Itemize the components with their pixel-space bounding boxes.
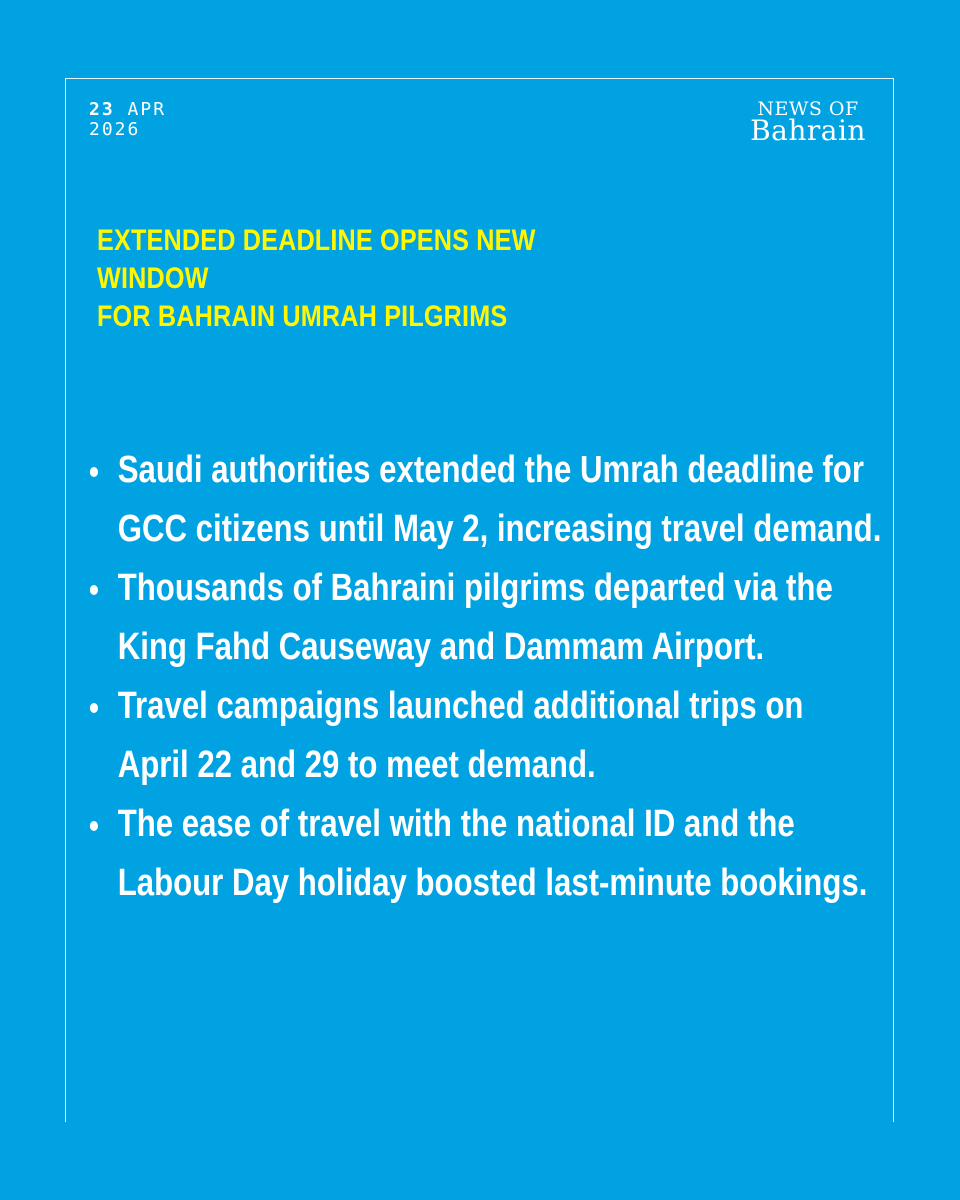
bullet-dot-icon (90, 821, 98, 831)
bullet-dot-icon (90, 585, 98, 595)
bullet-line: Labour Day holiday boosted last-minute bookings. (117, 862, 868, 904)
bullet-dot-icon (90, 703, 98, 713)
date-month: APR (127, 99, 167, 120)
headline-line-2: FOR BAHRAIN UMRAH PILGRIMS (97, 300, 508, 333)
bullet-line: April 22 and 29 to meet demand. (117, 744, 596, 786)
bullet-line: The ease of travel with the national ID and the (117, 803, 795, 845)
bullet-line: GCC citizens until May 2, increasing travel demand. (117, 508, 882, 550)
date-year: 2026 (89, 119, 141, 140)
bullet-item (80, 441, 882, 559)
bullet-line: Saudi authorities extended the Umrah deadline for (117, 449, 864, 491)
headline-line-1: EXTENDED DEADLINE OPENS NEW WINDOW (97, 224, 536, 295)
date-day: 23 (89, 99, 115, 120)
logo-line-2: Bahrain (750, 114, 866, 147)
bullet-line: King Fahd Causeway and Dammam Airport. (117, 626, 765, 668)
bullet-line: Thousands of Bahraini pilgrims departed via the (117, 567, 833, 609)
bullet-line: Travel campaigns launched additional trips on (117, 685, 804, 727)
bullet-item (80, 559, 833, 677)
headline (97, 222, 618, 336)
bullet-dot-icon (90, 467, 98, 477)
bullet-list (80, 441, 882, 913)
news-of-bahrain-logo (746, 98, 870, 147)
bullet-item (80, 677, 802, 795)
bullet-item (80, 795, 868, 913)
logo-line-1: NEWS OF (757, 98, 859, 120)
post-date (89, 100, 166, 140)
